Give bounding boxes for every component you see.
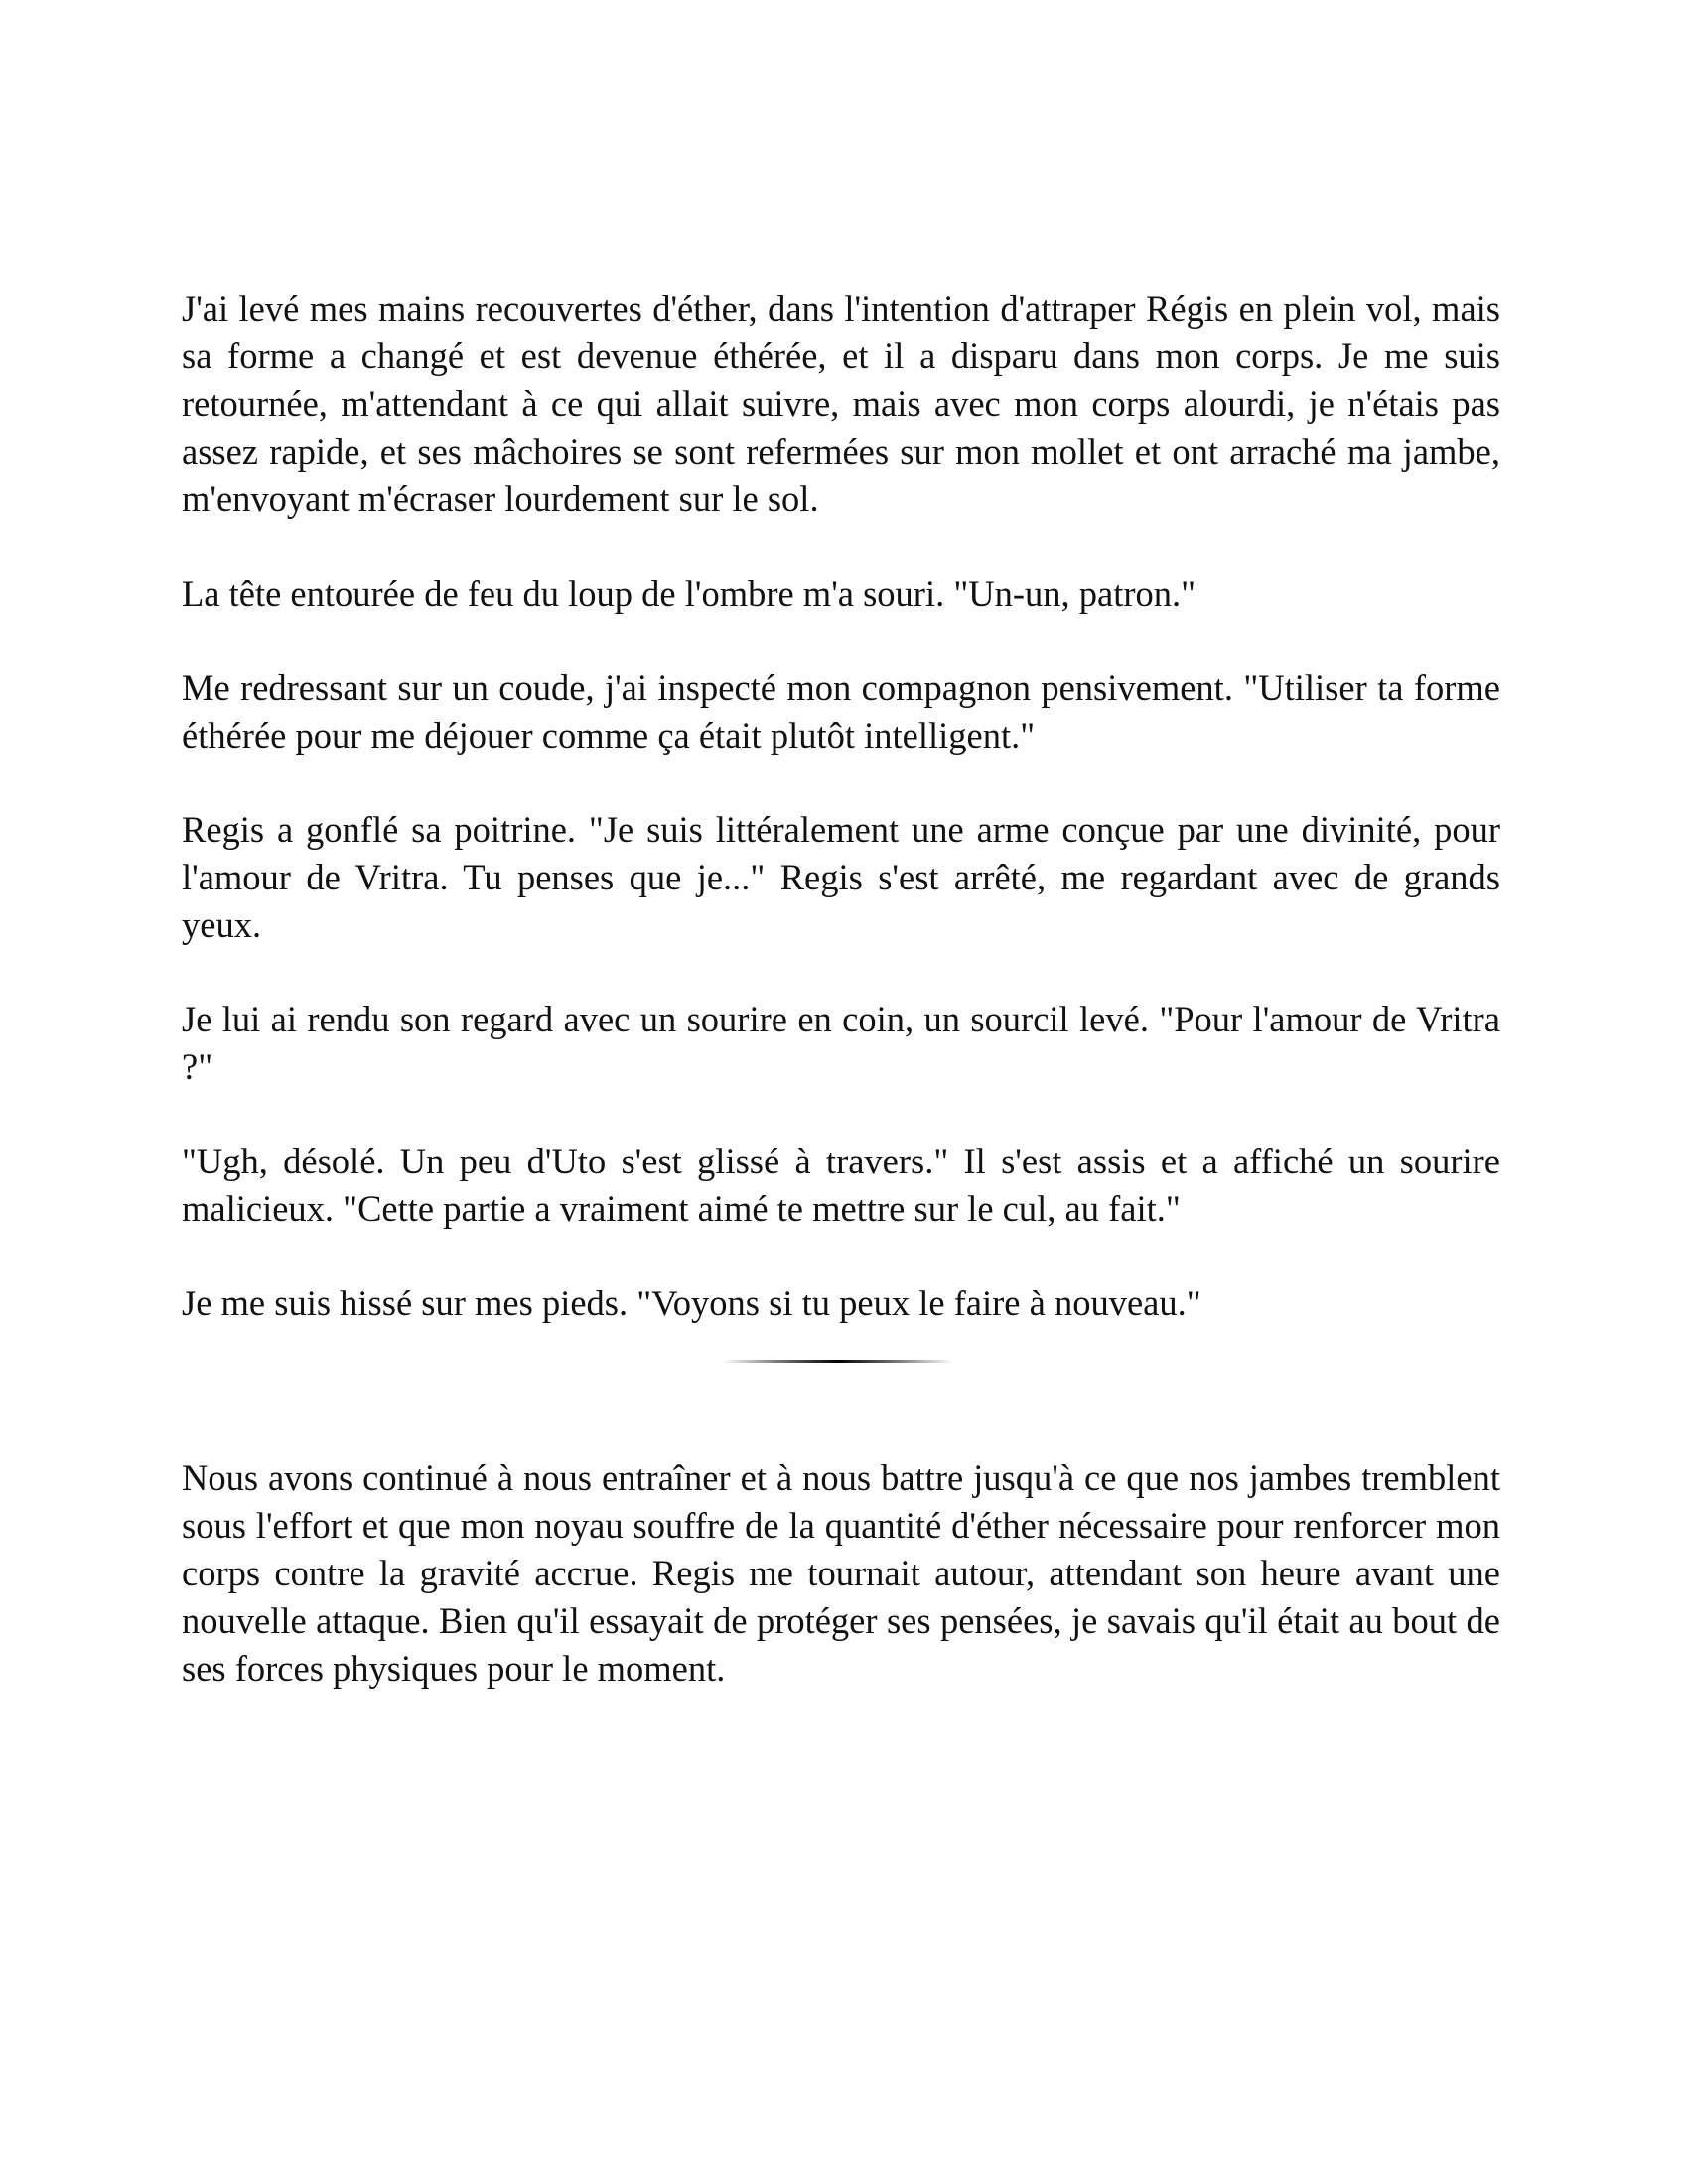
paragraph: Je me suis hissé sur mes pieds. "Voyons si tu peux le faire à nouveau." — [182, 1283, 1201, 1323]
scene-break — [182, 1327, 1500, 1454]
paragraph: Regis a gonflé sa poitrine. "Je suis littéralement une arme conçue par une divinité, pour l'amour de Vritra. Tu penses que je..." Regis s'est arrêté, me regardant avec de grands yeux. — [182, 809, 1500, 945]
document-body — [182, 285, 1500, 1739]
paragraph: Je lui ai rendu son regard avec un sourire en coin, un sourcil levé. "Pour l'amour de Vritra ?" — [182, 999, 1500, 1087]
scene-break-rule — [723, 1360, 953, 1363]
paragraph: La tête entourée de feu du loup de l'ombre m'a souri. "Un-un, patron." — [182, 573, 1196, 614]
paragraph: J'ai levé mes mains recouvertes d'éther, dans l'intention d'attraper Régis en plein vol, mais sa forme a changé et est devenue éthérée, et il a disparu dans mon corps. Je me suis retournée, m'attendant à ce qui allait suivre, mais avec mon corps alourdi, je n'étais pas assez rapide, et ses mâchoires se sont refermées sur mon mollet et ont arraché ma jambe, m'envoyant m'écraser lourdement sur le sol. — [182, 288, 1500, 519]
paragraph: "Ugh, désolé. Un peu d'Uto s'est glissé à travers." Il s'est assis et a affiché un sourire malicieux. "Cette partie a vraiment aimé te mettre sur le cul, au fait." — [182, 1141, 1500, 1229]
paragraph: Me redressant sur un coude, j'ai inspecté mon compagnon pensivement. "Utiliser ta forme éthérée pour me déjouer comme ça était plutôt intelligent." — [182, 667, 1500, 755]
paragraph: Nous avons continué à nous entraîner et à nous battre jusqu'à ce que nos jambes tremblent sous l'effort et que mon noyau souffre de la quantité d'éther nécessaire pour renforcer mon corps contre la gravité accrue. Regis me tournait autour, attendant son heure avant une nouvelle attaque. Bien qu'il essayait de protéger ses pensées, je savais qu'il était au bout de ses forces physiques pour le moment. — [182, 1457, 1500, 1689]
